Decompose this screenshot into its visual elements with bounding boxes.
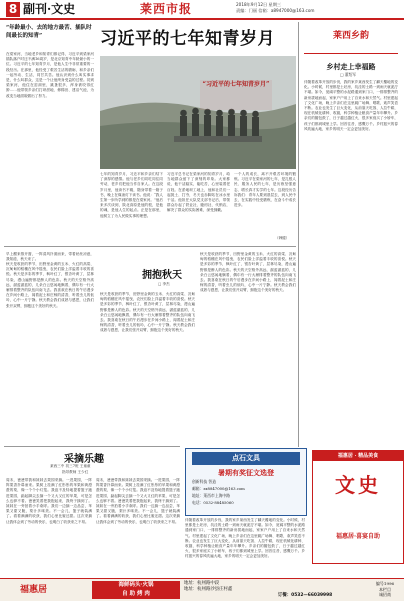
- section-title: 副刊·文史: [23, 2, 76, 16]
- news-photo: [100, 56, 296, 169]
- article-signature: （韩健）: [275, 236, 290, 240]
- picking-byline: 莱西三中 初三7班 王童童: [50, 464, 91, 468]
- photo-caption: “习近平的七年知青岁月”: [202, 81, 270, 88]
- hug-autumn-body-right: 秋天是收获的季节，田野里金黄的玉米、火红的高粱、沉甸甸的稻穗在风中摇曳，农民们脸上洋溢着丰收的喜悦。秋天是多彩的季节，枫叶红了，银杏叶黄了，层林尽染，漫山遍野都是醉人的色彩。秋天的天空格外高远，湛蓝湛蓝的，几朵白云悠闲地飘着，偶尔有一行大雁排着整齐的队伍向南飞去。我喜欢在秋日的午后漫步在乡间小路上，闻着泥土和庄稼的清香，听着虫儿的低吟，心中一片宁静。秋天教会我们成熟与感恩，让我们张开双臂，拥抱这个美好的秋天。: [200, 252, 296, 293]
- footer-brand: 福惠居: [20, 585, 48, 595]
- picking-body-left: 周末，爸爸带我和妹妹去果园采摘。一进果园，一阵阵果香扑鼻而来。果树上挂满了红彤彤的苹果和黄澄澄的梨，像一个个小灯笼。我迫不及待地提着篮子跑进果园，踮起脚尖去摘一个又大又红的苹果，可是怎么也够不着。爸爸笑着把我抱起来，我终于摘到了。妹妹在一旁拍着小手欢呼。我们一边摘一边品尝，苹果又甜又脆，梨汁多味美。不一会儿，篮子就装满了。看着满满的收获，我们心里比蜜还甜。这次采摘让我体会到了劳动的快乐，也明白了收获来之不易。: [6, 478, 92, 524]
- hug-autumn-author: □ 李杰: [158, 282, 170, 286]
- footer-right: [368, 581, 402, 598]
- right-headline: 乡村走上幸福路: [326, 62, 376, 71]
- hug-autumn-title: 拥抱秋天: [142, 270, 182, 281]
- hug-autumn-body-left: 秋天是收获的季节，田野里金黄的玉米、火红的高粱、沉甸甸的稻穗在风中摇曳，农民们脸上洋溢着丰收的喜悦。秋天是多彩的季节，枫叶红了，银杏叶黄了，层林尽染，漫山遍野都是醉人的色彩。秋天的天空格外高远，湛蓝湛蓝的，几朵白云悠闲地飘着，偶尔有一行大雁排着整齐的队伍向南飞去。我喜欢在秋日的午后漫步在乡间小路上，闻着泥土和庄稼的清香，听着虫儿的低吟，心中一片宁静。秋天教会我们成熟与感恩，让我们张开双臂，拥抱这个美好的秋天。: [6, 262, 94, 308]
- wenshi-footer: 福惠居·喜宴自助: [335, 533, 381, 540]
- ad-slogan: 创新科技 智造: [192, 479, 216, 484]
- ad-address: 地址：莱西市上海中路: [192, 493, 230, 498]
- footer-hotline: 订餐：0532—66039998: [278, 593, 333, 598]
- main-headline: 习近平的七年知青岁月: [100, 29, 275, 49]
- hug-autumn-body-mid: 秋天是收获的季节，田野里金黄的玉米、火红的高粱、沉甸甸的稻穗在风中摇曳，农民们脸上洋溢着丰收的喜悦。秋天是多彩的季节，枫叶红了，银杏叶黄了，层林尽染，漫山遍野都是醉人的色彩。秋天的天空格外高远，湛蓝湛蓝的，几朵白云悠闲地飘着，偶尔有一行大雁排着整齐的队伍向南飞去。我喜欢在秋日的午后漫步在乡间小路上，闻着泥土和庄稼的清香，听着虫儿的低吟，心中一片宁静。秋天教会我们成熟与感恩，让我们张开双臂，拥抱这个美好的秋天。: [100, 292, 195, 333]
- editor-line: 责编：门丽 信箱：a8947000@163.com: [236, 8, 315, 13]
- footer-address-2: 地址：杭州路沙县庄村鑫: [184, 587, 233, 592]
- header-rule: [0, 18, 404, 20]
- column-divider: [298, 22, 299, 447]
- right-author: □ 董绍军: [340, 72, 357, 77]
- photo-scene: [100, 56, 296, 169]
- footer-ad: [0, 578, 404, 601]
- date-line: 2018年9月12日 星期三: [236, 2, 282, 7]
- hug-autumn-intro: 早上醒来推开窗，一阵清风扑面而来，带着丝丝凉意，我知道，秋天来了。: [6, 252, 94, 262]
- ad-logo: 点石文具: [192, 452, 300, 465]
- ad-lower-text: 伴随着改革开放的步伐，我的家乡莱西发生了翻天覆地的变化。小时候，村里都是土坯房，坑洼的土路一到雨天就泥泞不堪。如今，宽阔平整的水泥路通到家门口，一排排整齐的新房拔地而起，家家户户用上了自来水和天然气。村里建起了文化广场，晚上乡亲们在这里跳广场舞、唱歌，欢声笑语不断。农业也发生了巨大变化，从前靠天吃饭、人拉牛耕，现在机械化耕种、收割，科学种植让粮食产量年年攀升。乡亲们的腰包鼓了，日子越过越红火，很多家庭买了小轿车，孩子们都到城里上学。回首往昔，感慨万千。乡村振兴的春风吹遍大地，家乡的明天一定会更加美好。: [185, 518, 305, 559]
- footer-logo: [92, 581, 180, 599]
- ad-email: 邮箱：zx8847000@163.com: [192, 486, 245, 491]
- footer-logo-line2: 自 助 烤 肉: [122, 591, 150, 597]
- footer-right-bot: 诚招商: [379, 592, 391, 597]
- header-info: [236, 2, 315, 14]
- picking-teacher: 指导教师 王少红: [62, 470, 89, 474]
- section-divider-2: [4, 446, 180, 447]
- section-divider: [4, 246, 296, 247]
- teaser-quote: “年龄最小、去的地方最苦、插队时间最长的知青”: [6, 25, 92, 39]
- page-number: 8: [6, 2, 20, 17]
- picking-title: 采摘乐趣: [64, 454, 104, 465]
- footer-address-1: 地址：杭州路中段: [184, 581, 220, 586]
- article-col-2: 七年的知青岁月，习近平和乡亲们结下了深厚的感情。他与老乡们同吃同住同劳动，老乡们把他当作自家人。在这段岁月里，他读书不辍，随身带着一箱子书，晚上在煤油灯下读书。他说：“我人生第一步所学到的都是在梁家河。”他后来多次谈到，陕北高原是他的根，是他的魂，是他人生的起点。正是在那里，他树立了为人民做实事的理想。: [100, 172, 163, 218]
- wenshi-header: 福惠居 · 精品美食: [313, 451, 403, 461]
- footer-right-mid: 本栏目: [379, 586, 391, 592]
- page-header: [0, 0, 404, 20]
- footer-logo-line1: 海鲜码头·火锅: [118, 582, 154, 588]
- article-col-3: 习近平总书记在梁家河的知青岁月，给当地群众留下了深刻的印象。大家都说，他干活踏实，能吃苦，心里装着老百姓。在淤地坝工地上，他和社员们一起挑土、打夯，冬天也赤脚站在冰水里干活。他担任大队党支部书记后，带领群众办起了铁业社、缝纫社、代销店，解决了群众的实际困难，深受拥戴。: [167, 172, 230, 213]
- right-banner-rule: [304, 44, 398, 54]
- ad-contact: 电话：0532-88485060: [192, 500, 234, 505]
- wenshi-title: 文史: [335, 473, 381, 497]
- picking-body-right: 周末，爸爸带我和妹妹去果园采摘。一进果园，一阵阵果香扑鼻而来。果树上挂满了红彤彤的苹果和黄澄澄的梨，像一个个小灯笼。我迫不及待地提着篮子跑进果园，踮起脚尖去摘一个又大又红的苹果，可是怎么也够不着。爸爸笑着把我抱起来，我终于摘到了。妹妹在一旁拍着小手欢呼。我们一边摘一边品尝，苹果又甜又脆，梨汁多味美。不一会儿，篮子就装满了。看着满满的收获，我们心里比蜜还甜。这次采摘让我体会到了劳动的快乐，也明白了收获来之不易。: [96, 478, 180, 524]
- right-article-body: 伴随着改革开放的步伐，我的家乡莱西发生了翻天覆地的变化。小时候，村里都是土坯房，坑洼的土路一到雨天就泥泞不堪。如今，宽阔平整的水泥路通到家门口，一排排整齐的新房拔地而起，家家户户用上了自来水和天然气。村里建起了文化广场，晚上乡亲们在这里跳广场舞、唱歌，欢声笑语不断。农业也发生了巨大变化，从前靠天吃饭、人拉牛耕，现在机械化耕种、收割，科学种植让粮食产量年年攀升。乡亲们的腰包鼓了，日子越过越红火，很多家庭买了小轿车，孩子们都到城里上学。回首往昔，感慨万千。乡村振兴的春风吹遍大地，家乡的明天一定会更加美好。: [304, 80, 398, 131]
- article-col-4: 一个人的成长，离不开艰苦环境的锻炼。习近平在梁家河的七年，是扎根人民、服务人民的七年，是历练坚强意志、增长真才实学的七年。这段经历告诉我们：青年人要到基层去，到人民中去，在实践中经受磨炼，在奋斗中成长进步。: [234, 172, 296, 208]
- photo-caption-overlay: [200, 80, 272, 110]
- newspaper-brand: 莱西市报: [140, 2, 193, 16]
- footer-right-top: 编号1996: [375, 581, 395, 586]
- ad-title: 暑期有奖征文选登: [218, 468, 274, 477]
- essay-contest-ad: [185, 448, 307, 516]
- right-banner: 莱西乡韵: [332, 31, 369, 41]
- article-col-1: 在梁家河，当地老乡和知青们都记得，习近平到梁家河插队落户时还不满16周岁，是北京知青中年龄最小的一位。习近平的七年知青岁月，是他人生中非常重要的一段经历。在那里，他经受了艰苦生活的磨砺，和乡亲们一起劳动、生活，同甘共苦。他认识到什么叫实事求是，什么叫群众，这是一个让他终身受益的过程。初到梁家河，他住在窑洞里，跳蚤很多，浑身被咬得红肿……他带领乡亲们打坝淤地、修梯田、建沼气池，为改变当地面貌做出了努力。: [6, 52, 94, 98]
- wenshi-box: [312, 450, 404, 564]
